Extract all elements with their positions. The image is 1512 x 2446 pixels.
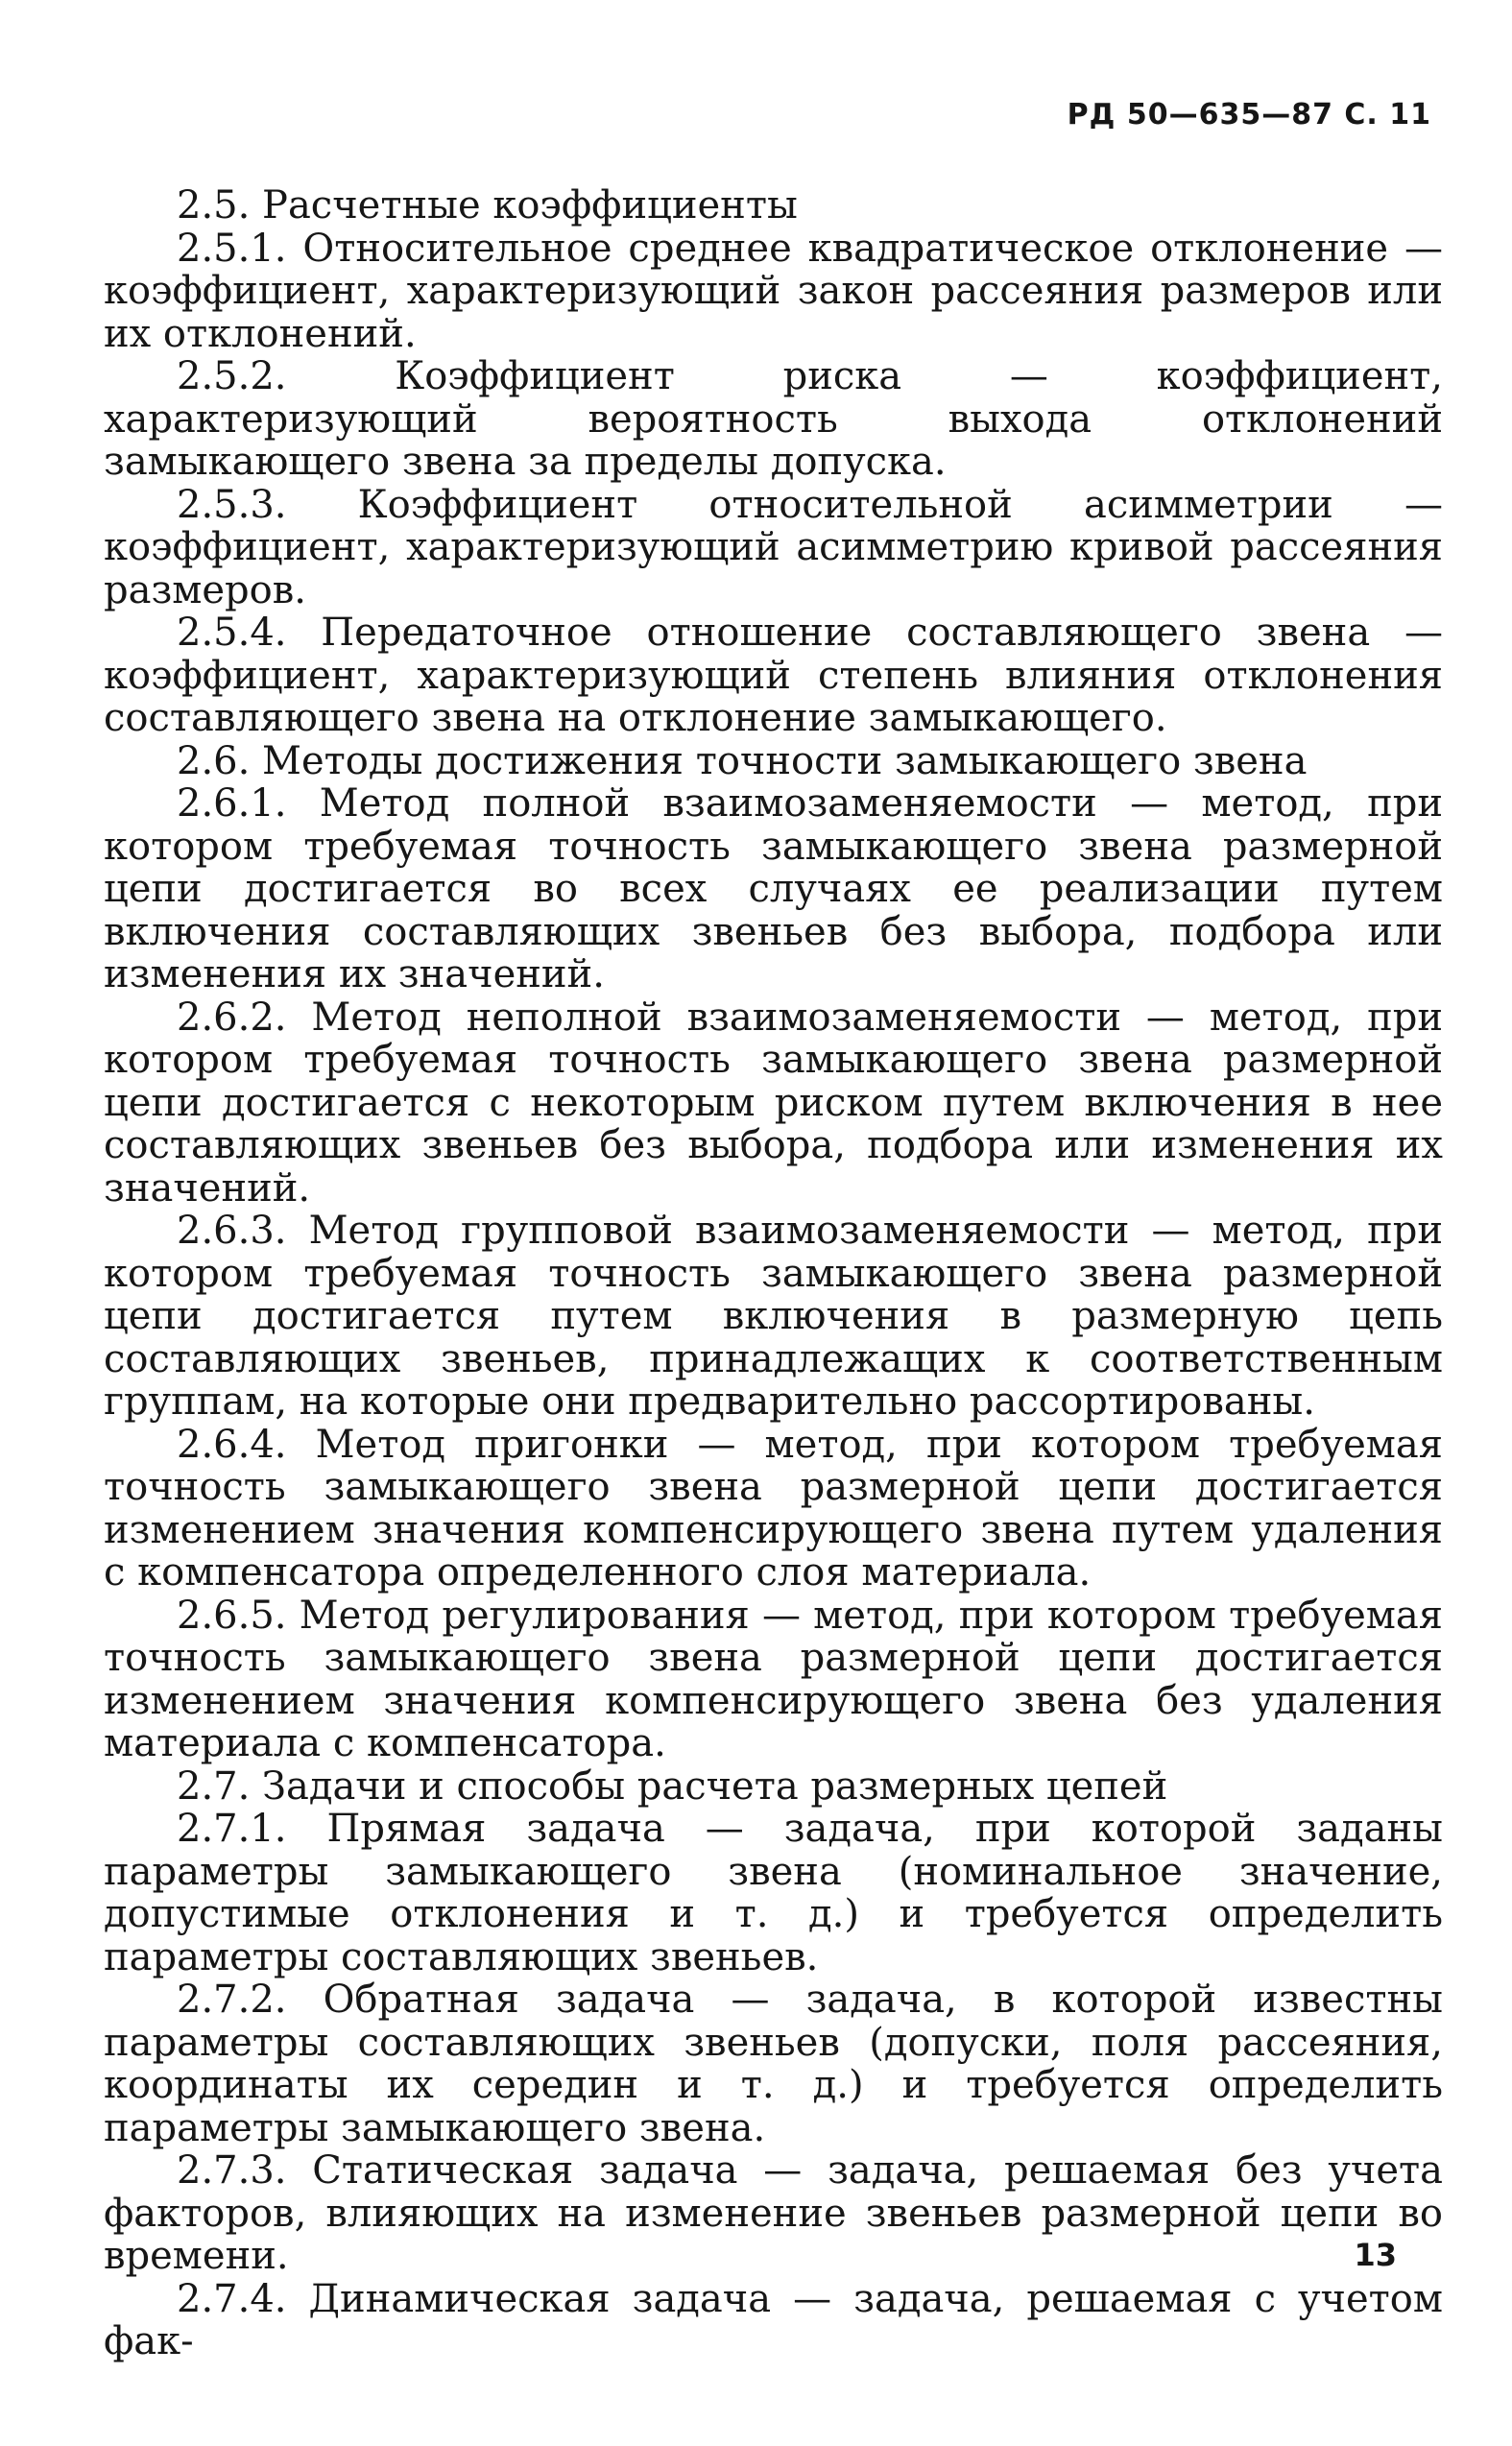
paragraph-2-7-2: 2.7.2. Обратная задача — задача, в которой известны параметры составляющих звеньев (допуски, поля рассеяния, координаты их середин и т. д.) и требуется определить параметры замыкающего звена. xyxy=(104,1978,1443,2150)
paragraph-2-5-2: 2.5.2. Коэффициент риска — коэффициент, характеризующий вероятность выхода отклонений замыкающего звена за пределы допуска. xyxy=(104,354,1443,484)
document-reference-header: РД 50—635—87 С. 11 xyxy=(1067,98,1431,132)
paragraph-2-6-3: 2.6.3. Метод групповой взаимозаменяемости — метод, при котором требуемая точность замыкающего звена размерной цепи достигается путем включения в размерную цепь составляющих звеньев, принадлежащих к соответственным группам, на которые они предварительно рассортированы. xyxy=(104,1209,1443,1424)
paragraph-2-7-4: 2.7.4. Динамическая задача — задача, решаемая с учетом фак- xyxy=(104,2276,1443,2363)
paragraph-2-6-1: 2.6.1. Метод полной взаимозаменяемости — метод, при котором требуемая точность замыкающего звена размерной цепи достигается во всех случаях ее реализации путем включения составляющих звеньев без выбора, подбора или изменения их значений. xyxy=(104,781,1443,996)
section-heading-2-6: 2.6. Методы достижения точности замыкающего звена xyxy=(177,738,1308,783)
paragraph-2-7-1: 2.7.1. Прямая задача — задача, при которой заданы параметры замыкающего звена (номинальное значение, допустимые отклонения и т. д.) и требуется определить параметры составляющих звеньев. xyxy=(104,1807,1443,1979)
paragraph-2-5-3: 2.5.3. Коэффициент относительной асимметрии — коэффициент, характеризующий асимметрию кривой рассеяния размеров. xyxy=(104,482,1443,612)
section-heading-2-5: 2.5. Расчетные коэффициенты xyxy=(177,183,798,228)
body-text xyxy=(104,184,1443,2363)
paragraph-2-6-4: 2.6.4. Метод пригонки — метод, при котором требуемая точность замыкающего звена размерной цепи достигается изменением значения компенсирующего звена путем удаления с компенсатора определенного слоя материала. xyxy=(104,1422,1443,1595)
paragraph-2-6-5: 2.6.5. Метод регулирования — метод, при котором требуемая точность замыкающего звена размерной цепи достигается изменением значения компенсирующего звена без удаления материала с компенсатора. xyxy=(104,1593,1443,1765)
section-heading-2-7: 2.7. Задачи и способы расчета размерных цепей xyxy=(177,1763,1168,1809)
paragraph-2-6-2: 2.6.2. Метод неполной взаимозаменяемости — метод, при котором требуемая точность замыкающего звена размерной цепи достигается с некоторым риском путем включения в нее составляющих звеньев без выбора, подбора или изменения их значений. xyxy=(104,995,1443,1211)
paragraph-2-5-1: 2.5.1. Относительное среднее квадратическое отклонение — коэффициент, характеризующий закон рассеяния размеров или их отклонений. xyxy=(104,226,1443,356)
paragraph-2-7-3: 2.7.3. Статическая задача — задача, решаемая без учета факторов, влияющих на изменение звеньев размерной цепи во времени. xyxy=(104,2148,1443,2278)
paragraph-2-5-4: 2.5.4. Передаточное отношение составляющего звена — коэффициент, характеризующий степень влияния отклонения составляющего звена на отклонение замыкающего. xyxy=(104,611,1443,740)
page-number: 13 xyxy=(1354,2237,1397,2273)
